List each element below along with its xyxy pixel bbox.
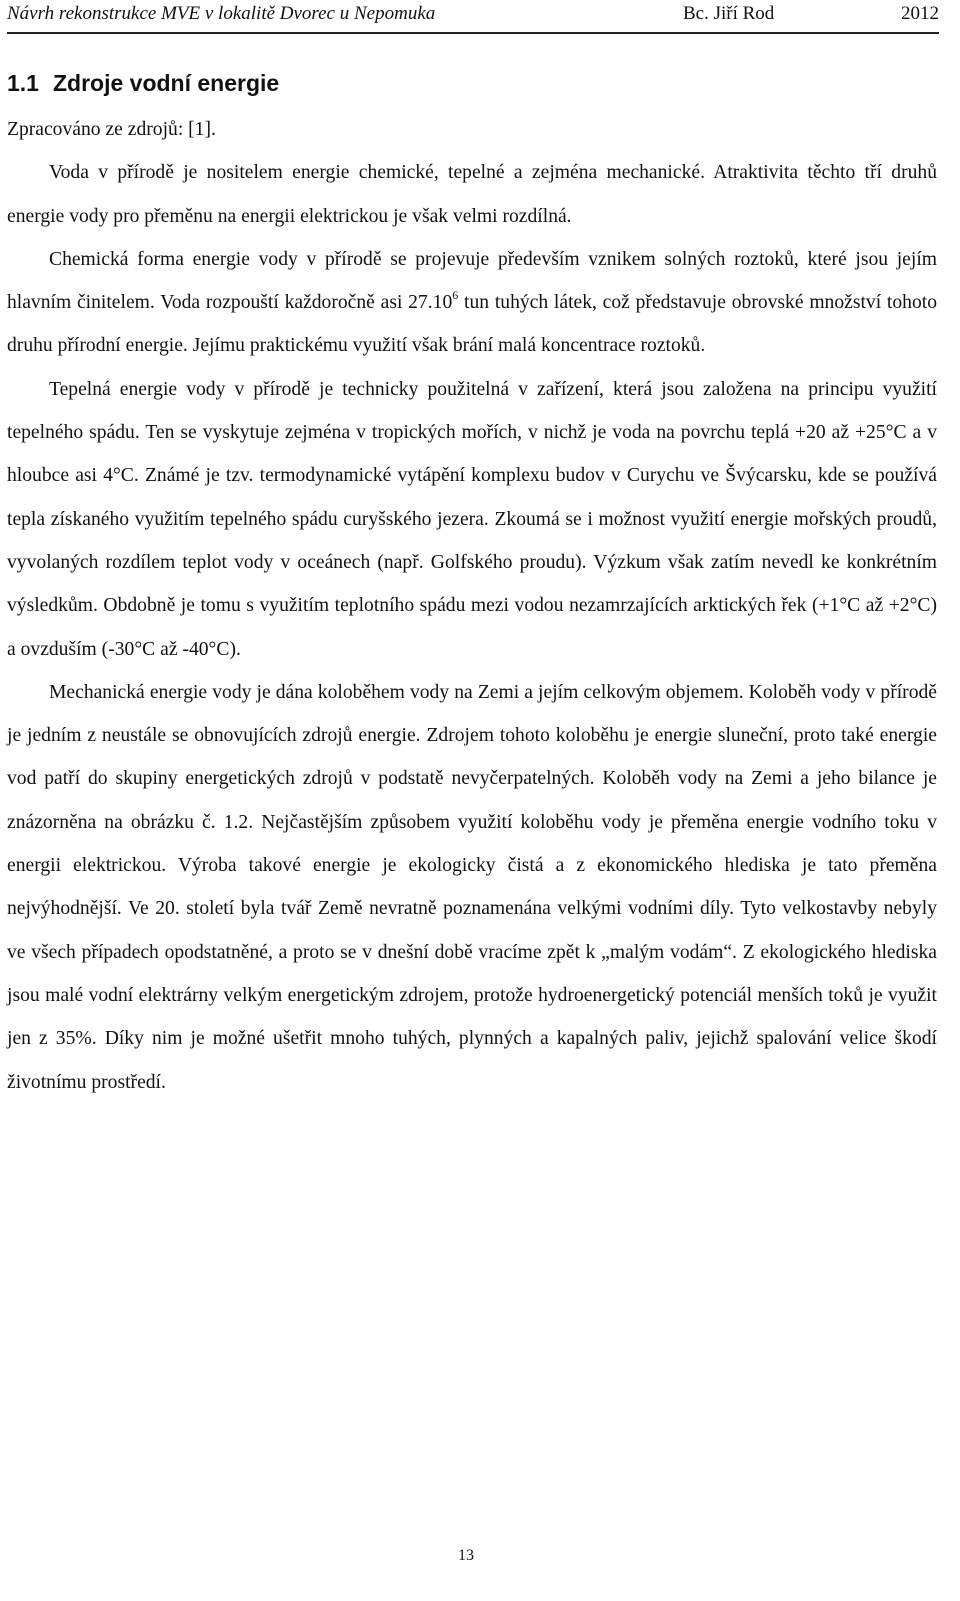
running-header [7,0,939,34]
section-number: 1.1 [7,70,39,96]
header-author: Bc. Jiří Rod [683,3,775,24]
paragraph-chemical-energy [7,238,937,368]
exponent-superscript: 6 [452,288,459,303]
paragraph-mechanical-energy: Mechanická energie vody je dána koloběhem vody na Zemi a jejím celkovým objemem. Koloběh vody v přírodě je jedním z neustále se obnovujících zdrojů energie. Zdrojem tohoto koloběhu je energie sluneční, proto také energie vod patří do skupiny energetických zdrojů v podstatě nevyčerpatelných. Koloběh vody na Zemi a jeho bilance je znázorněna na obrázku č. 1.2. Nejčastějším způsobem využití koloběhu vody je přeměna energie vodního toku v energii elektrickou. Výroba takové energie je ekologicky čistá a z ekonomického hlediska je tato přeměna nejvýhodnější. Ve 20. století byla tvář Země nevratně poznamenána velkými vodními díly. Tyto velkostavby nebyly ve všech případech opodstatněné, a proto se v dnešní době vracíme zpět k „malým vodám“. Z ekologického hlediska jsou malé vodní elektrárny velkým energetickým zdrojem, protože hydroenergetický potenciál menších toků je využit jen z 35%. Díky nim je možné ušetřit mnoho tuhých, plynných a kapalných paliv, jejichž spalování velice škodí životnímu prostředí. [7,681,937,1093]
source-note: Zpracováno ze zdrojů: [1]. [7,119,216,140]
paragraph-chemical-text-a: Chemická forma energie vody v přírodě se projevuje především vznikem solných roztoků, které jsou jejím hlavním činitelem. Voda rozpouští každoročně asi 27.10 [7,248,937,314]
header-thesis-title: Návrh rekonstrukce MVE v lokalitě Dvorec u Nepomuka [7,3,436,24]
section-heading [7,68,279,98]
page-number: 13 [458,1547,474,1564]
paragraph-chemical-text-b: tun tuhých látek, což představuje obrovské množství tohoto druhu přírodní energie. Jejímu praktickému využití však brání malá koncentrace roztoků. [7,292,938,357]
header-year: 2012 [901,3,939,24]
paragraph-thermal-energy: Tepelná energie vody v přírodě je technicky použitelná v zařízení, která jsou založena na principu využití tepelného spádu. Ten se vyskytuje zejména v tropických mořích, v nichž je voda na povrchu teplá +20 až +25°C a v hloubce asi 4°C. Známé je tzv. termodynamické vytápění komplexu budov v Curychu ve Švýcarsku, kde se používá tepla získaného využitím tepelného spádu curyšského jezera. Zkoumá se i možnost využití energie mořských proudů, vyvolaných rozdílem teplot vody v oceánech (např. Golfského proudu). Výzkum však zatím nevedl ke konkrétním výsledkům. Obdobně je tomu s využitím teplotního spádu mezi vodou nezamrzajících arktických řek (+1°C až +2°C) a ovzduším (-30°C až -40°C). [7,378,937,660]
paragraph-intro: Voda v přírodě je nositelem energie chemické, tepelné a zejména mechanické. Atraktivita těchto tří druhů energie vody pro přeměnu na energii elektrickou je však velmi rozdílná. [7,162,937,227]
body-text [7,108,937,1104]
section-title: Zdroje vodní energie [52,70,280,96]
